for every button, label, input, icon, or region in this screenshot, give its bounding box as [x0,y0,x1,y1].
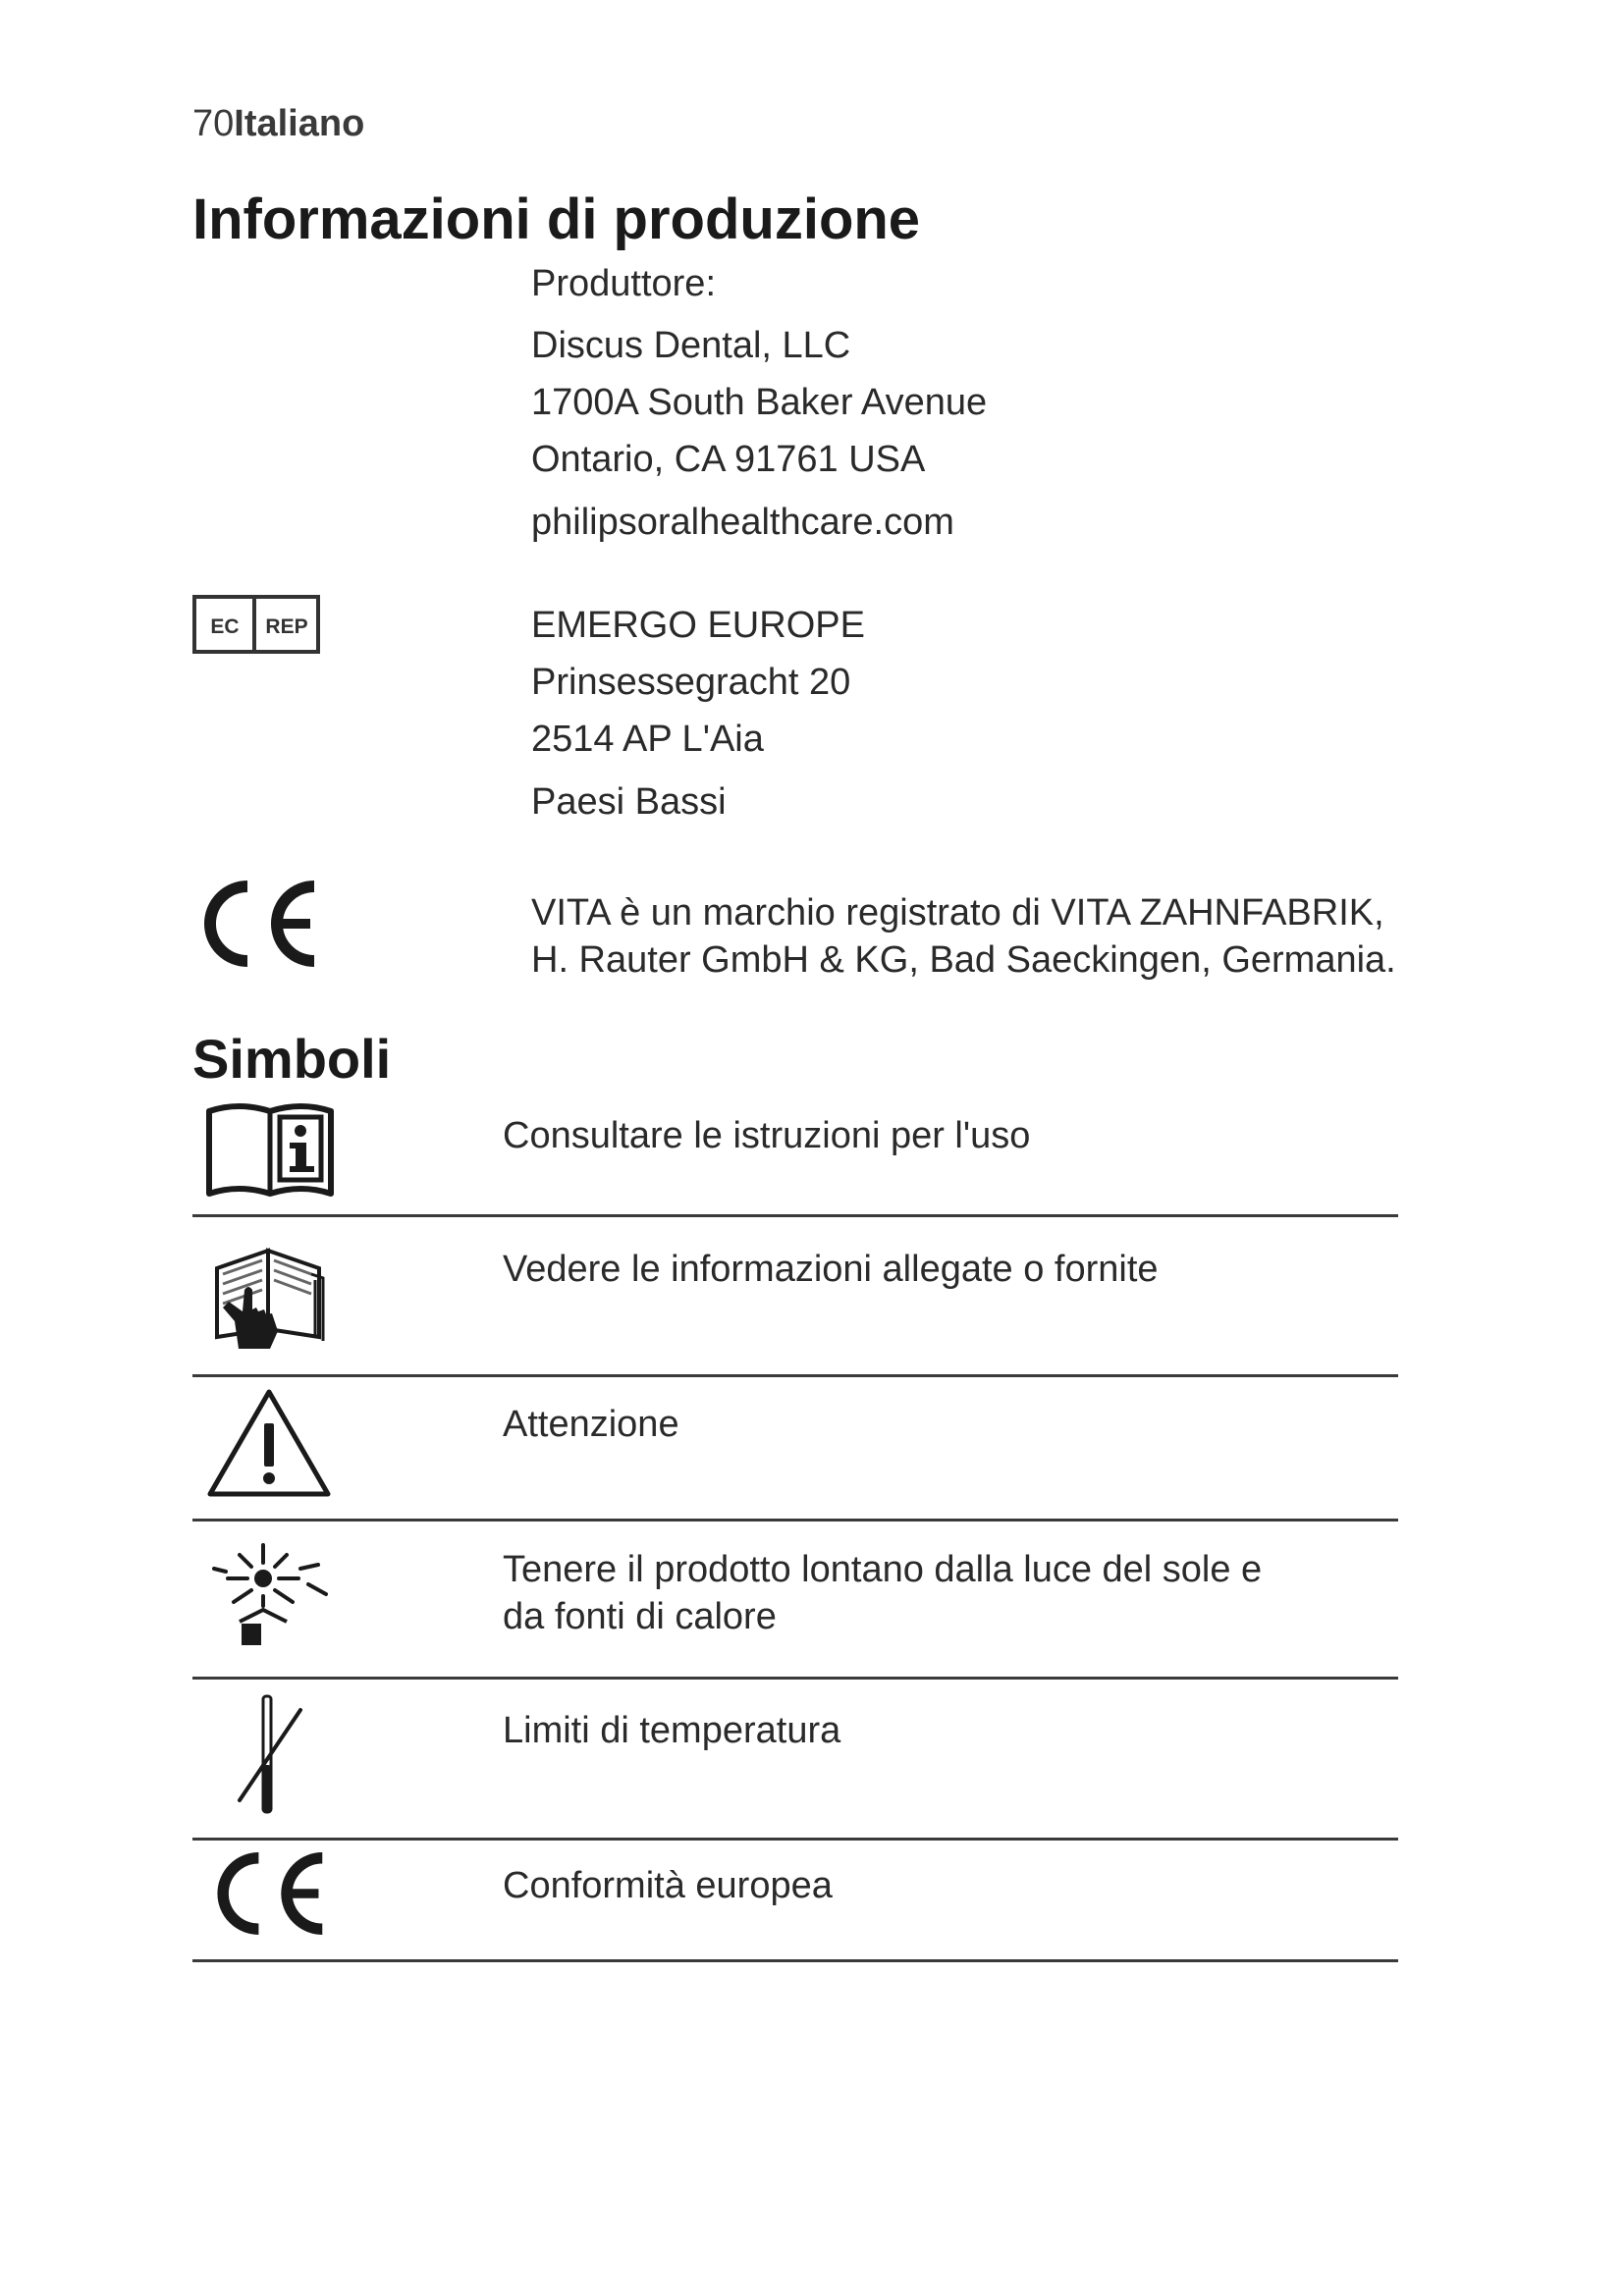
instructions-book-icon [205,1097,335,1200]
manufacturer-name: Discus Dental, LLC [531,325,851,366]
keep-away-from-sunlight-icon [206,1539,332,1649]
ec-rep-icon [192,595,320,654]
symbol-divider [192,1214,1398,1217]
symbol-divider [192,1677,1398,1680]
symbol-label-sunlight-line-2: da fonti di calore [503,1596,777,1637]
rep-postal-city: 2514 AP L'Aia [531,719,764,760]
manufacturer-label: Produttore: [531,263,716,304]
symbol-label-accompanying-documents: Vedere le informazioni allegate o fornite [503,1249,1159,1290]
symbol-label-temperature: Limiti di temperatura [503,1710,841,1751]
ec-label: EC [210,615,240,638]
production-title: Informazioni di produzione [192,187,921,251]
page-number: 70 [192,103,235,144]
rep-street: Prinsessegracht 20 [531,662,851,703]
warning-triangle-icon [206,1388,332,1498]
manufacturer-website[interactable]: philipsoralhealthcare.com [531,502,954,543]
rep-company: EMERGO EUROPE [531,605,865,646]
symbols-title: Simboli [192,1028,392,1090]
symbol-divider [192,1374,1398,1377]
symbol-label-sunlight-line-1: Tenere il prodotto lontano dalla luce del sole e [503,1549,1263,1590]
rep-label: REP [265,615,308,638]
accompanying-documents-icon [209,1239,327,1353]
symbol-label-instructions: Consultare le istruzioni per l'uso [503,1115,1031,1156]
symbol-label-warning: Attenzione [503,1404,679,1445]
symbol-divider [192,1838,1398,1841]
manufacturer-city: Ontario, CA 91761 USA [531,439,926,480]
symbol-label-ce: Conformità europea [503,1865,833,1906]
temperature-limit-icon [232,1692,310,1818]
rep-country: Paesi Bassi [531,781,727,823]
manufacturer-street: 1700A South Baker Avenue [531,382,988,423]
ce-mark-icon [192,879,320,969]
trademark-line-2: H. Rauter GmbH & KG, Bad Saeckingen, Germania. [531,939,1396,981]
page-header [192,101,364,146]
symbol-divider [192,1519,1398,1522]
trademark-line-1: VITA è un marchio registrato di VITA ZAHNFABRIK, [531,892,1384,934]
page-language: Italiano [234,103,365,144]
ce-conformity-icon [206,1850,328,1937]
symbol-divider [192,1959,1398,1962]
